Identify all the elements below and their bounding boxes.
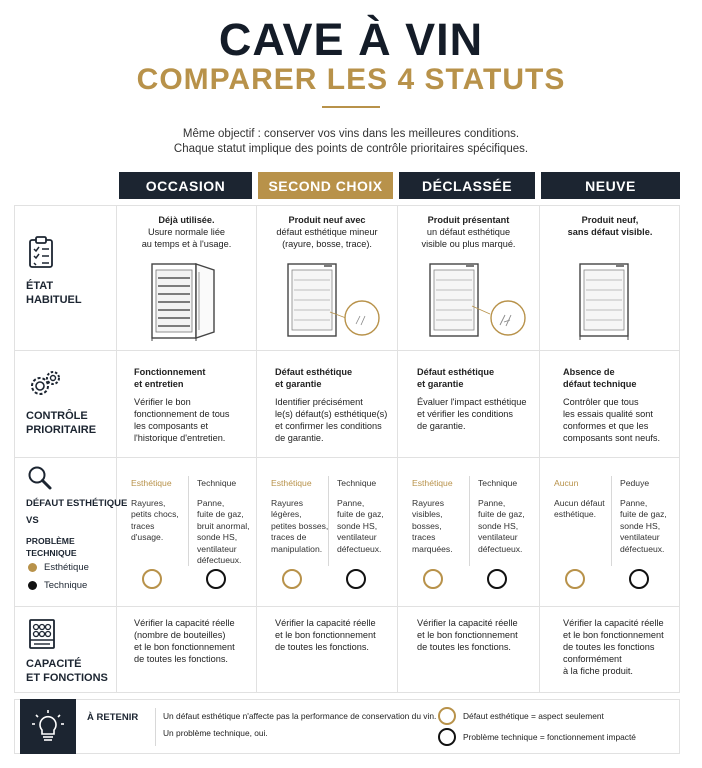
cell-defaut-esthetique-neuve: Aucun Aucun défaut esthétique.	[554, 478, 605, 519]
cell-defaut-technique-neuve: Peduye Panne, fuite de gaz, sonde HS, ventilateur défectueux.	[620, 478, 667, 554]
wine-rack-icon	[28, 618, 56, 650]
cell-etat-declassee: Produit présentant un défaut esthétique visible ou plus marqué.	[421, 215, 516, 249]
legend-label-esthetique: Esthétique	[44, 562, 89, 573]
cell-capacite-occasion: Vérifier la capacité réelle (nombre de bouteilles) et le bon fonctionnement de toutes les fonctions.	[134, 618, 235, 664]
cell-capacite-second-choix: Vérifier la capacité réelle et le bon fonctionnement de toutes les fonctions.	[275, 618, 376, 652]
technique-indicator-circle	[346, 569, 366, 589]
cell-defaut-esthetique-declassee: Esthétique Rayures visibles, bosses, traces marquées.	[412, 478, 453, 554]
cell-capacite-neuve: Vérifier la capacité réelle et le bon fonctionnement de toutes les fonctions conformément à la fiche produit.	[563, 618, 664, 676]
esthetique-indicator-circle	[142, 569, 162, 589]
cell-etat-neuve: Produit neuf, sans défaut visible.	[567, 215, 653, 237]
cell-capacite-declassee: Vérifier la capacité réelle et le bon fonctionnement de toutes les fonctions.	[417, 618, 518, 652]
grid-line	[539, 205, 540, 693]
lightbulb-icon	[31, 708, 65, 744]
cell-controle-declassee: Défaut esthétique et garantie Évaluer l'impact esthétique et vérifier les conditions de garantie.	[417, 367, 527, 431]
row-label-capacite: CAPACITÉ ET FONCTIONS	[26, 658, 108, 684]
column-header-occasion: OCCASION	[119, 172, 252, 199]
page-subtitle: COMPARER LES 4 STATUTS	[136, 63, 566, 96]
column-header-declassee: DÉCLASSÉE	[399, 172, 535, 199]
cell-controle-occasion: Fonctionnement et entretien Vérifier le bon fonctionnement de tous les composants et l'historique d'entretien.	[134, 367, 230, 443]
intro-line-2: Chaque statut implique des points de contrôle prioritaires spécifiques.	[173, 143, 529, 155]
technique-indicator-circle	[487, 569, 507, 589]
defaut-column-separator	[611, 476, 612, 566]
esthetique-indicator-circle	[423, 569, 443, 589]
footer-label: À RETENIR	[87, 712, 139, 723]
row-label-defaut: DÉFAUT ESTHÉTIQUE VS PROBLÈME TECHNIQUE	[26, 498, 128, 558]
legend-label-technique: Technique	[44, 580, 88, 591]
cell-defaut-technique-occasion: Technique Panne, fuite de gaz, bruit anormal, sonde HS, ventilateur défectueux.	[197, 478, 250, 565]
cell-etat-occasion: Déjà utilisée. Usure normale liée au temps et à l'usage.	[141, 215, 232, 249]
footer-legend-circle-esthetique	[438, 707, 456, 725]
cell-defaut-technique-declassee: Technique Panne, fuite de gaz, sonde HS, ventilateur défectueux.	[478, 478, 525, 554]
wine-cabinet-visible-defect-illustration	[428, 262, 528, 342]
defaut-column-separator	[469, 476, 470, 566]
grid-line	[14, 606, 680, 607]
magnifier-icon	[27, 465, 53, 491]
cell-controle-second-choix: Défaut esthétique et garantie Identifier précisément le(s) défaut(s) esthétique(s) et confirmer les conditions de garantie.	[275, 367, 388, 443]
cell-defaut-technique-second-choix: Technique Panne, fuite de gaz, sonde HS, ventilateur défectueux.	[337, 478, 384, 554]
footer-legend-circle-technique	[438, 728, 456, 746]
column-header-second-choix: SECOND CHOIX	[258, 172, 393, 199]
footer-line-2: Un problème technique, oui.	[163, 728, 268, 738]
footer-legend-2: Problème technique = fonctionnement impacté	[463, 732, 636, 742]
footer-separator	[155, 708, 156, 746]
grid-line	[14, 457, 680, 458]
grid-line	[256, 205, 257, 693]
intro-line-1: Même objectif : conserver vos vins dans les meilleures conditions.	[182, 128, 520, 140]
row-label-etat: ÉTAT HABITUEL	[26, 280, 82, 306]
grid-line	[397, 205, 398, 693]
footer-legend-1: Défaut esthétique = aspect seulement	[463, 711, 604, 721]
footer-box	[14, 699, 680, 754]
page-title: CAVE À VIN	[218, 14, 484, 65]
cell-controle-neuve: Absence de défaut technique Contrôler que tous les essais qualité sont conformes et que les composants sont neufs.	[563, 367, 661, 443]
gears-icon	[28, 370, 62, 400]
footer-line-1: Un défaut esthétique n'affecte pas la performance de conservation du vin.	[163, 711, 437, 721]
grid-line	[14, 350, 680, 351]
column-header-neuve: NEUVE	[541, 172, 680, 199]
technique-indicator-circle	[629, 569, 649, 589]
esthetique-indicator-circle	[282, 569, 302, 589]
title-divider	[322, 106, 380, 108]
cell-etat-second-choix: Produit neuf avec défaut esthétique mineur (rayure, bosse, trace).	[276, 215, 378, 249]
intro-text	[0, 127, 702, 157]
defaut-column-separator	[188, 476, 189, 566]
legend-dot-technique	[28, 581, 37, 590]
grid-line	[116, 205, 117, 693]
technique-indicator-circle	[206, 569, 226, 589]
cell-defaut-esthetique-occasion: Esthétique Rayures, petits chocs, traces d'usage.	[131, 478, 179, 542]
wine-cabinet-open-door-illustration	[150, 262, 220, 342]
defaut-column-separator	[328, 476, 329, 566]
wine-cabinet-new-illustration	[578, 262, 634, 342]
clipboard-checklist-icon	[28, 236, 54, 268]
esthetique-indicator-circle	[565, 569, 585, 589]
wine-cabinet-minor-defect-illustration	[286, 262, 382, 342]
row-label-controle: CONTRÔLE PRIORITAIRE	[26, 410, 97, 436]
legend-dot-esthetique	[28, 563, 37, 572]
cell-defaut-esthetique-second-choix: Esthétique Rayures légères, petites bosses, traces de manipulation.	[271, 478, 329, 554]
